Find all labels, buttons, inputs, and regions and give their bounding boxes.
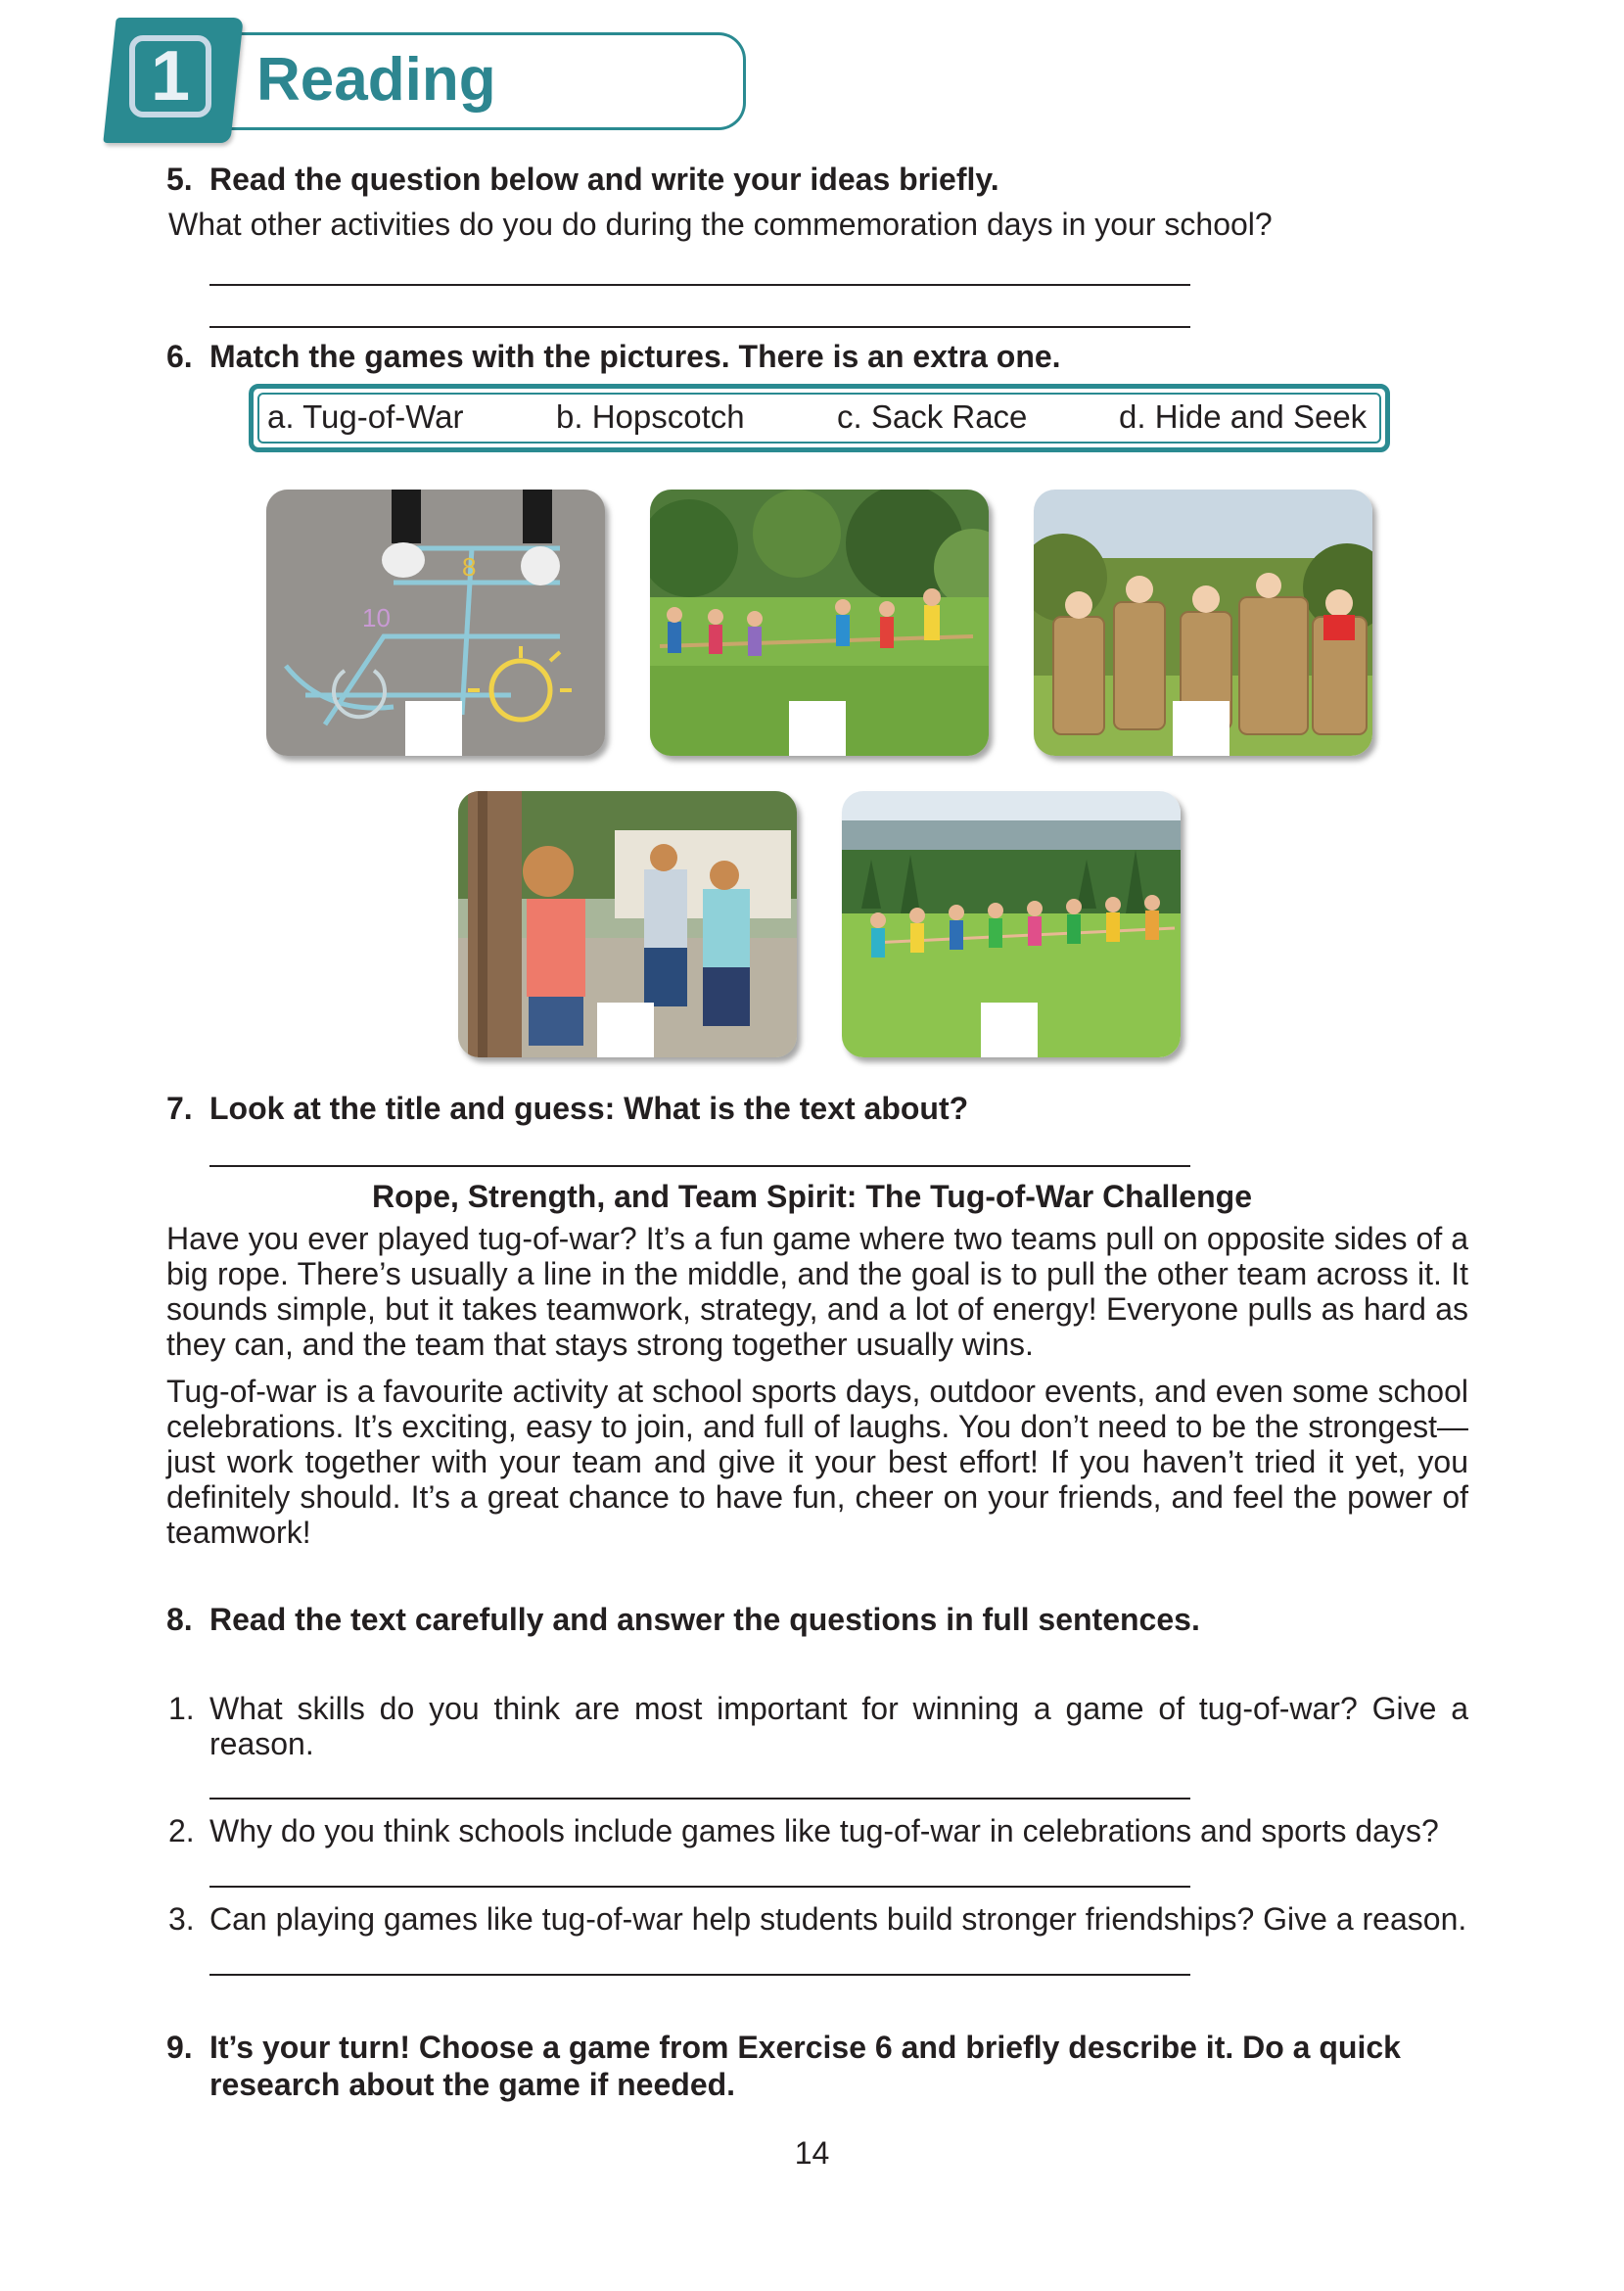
question-number: 3. <box>168 1901 195 1937</box>
answer-line[interactable] <box>209 284 1190 286</box>
answer-box[interactable] <box>981 1003 1038 1057</box>
section-title: Reading <box>256 46 496 114</box>
page-number: 14 <box>794 2135 830 2171</box>
exercise-number: 5. <box>166 162 193 197</box>
option-sack-race: c. Sack Race <box>837 398 1028 435</box>
answer-box[interactable] <box>405 701 462 756</box>
question-number: 1. <box>168 1691 195 1726</box>
option-hide-and-seek: d. Hide and Seek <box>1119 398 1368 435</box>
answer-box[interactable] <box>597 1003 654 1057</box>
exercise-5-question: What other activities do you do during the commemoration days in your school? <box>168 207 1273 242</box>
svg-text:8: 8 <box>462 552 477 582</box>
answer-box[interactable] <box>789 701 846 756</box>
answer-line[interactable] <box>209 1798 1190 1800</box>
unit-number: 1 <box>129 35 211 117</box>
passage-paragraph-1: Have you ever played tug-of-war? It’s a fun game where two teams pull on opposite sides of a big rope. There’s usually a line in the middle, and the goal is to pull the other team across it. It sounds simple, but it takes teamwork, strategy, and a lot of energy! Everyone pulls as hard as they can, and the team that stays strong together usually wins. <box>166 1221 1468 1362</box>
answer-line[interactable] <box>209 1165 1190 1167</box>
exercise-number: 7. <box>166 1091 193 1126</box>
exercise-instruction: It’s your turn! Choose a game from Exercise 6 and briefly describe it. Do a quick research about the game if needed. <box>209 2030 1401 2102</box>
exercise-number: 6. <box>166 339 193 374</box>
question-number: 2. <box>168 1813 195 1848</box>
exercise-instruction: Match the games with the pictures. There is an extra one. <box>209 339 1061 374</box>
answer-line[interactable] <box>209 326 1190 328</box>
exercise-instruction: Look at the title and guess: What is the text about? <box>209 1091 969 1126</box>
question-text: Can playing games like tug-of-war help students build stronger friendships? Give a reason. <box>209 1901 1467 1937</box>
passage-title: Rope, Strength, and Team Spirit: The Tug-of-War Challenge <box>372 1179 1252 1214</box>
question-text: Why do you think schools include games like tug-of-war in celebrations and sports days? <box>209 1813 1439 1848</box>
exercise-number: 8. <box>166 1602 193 1637</box>
question-text: What skills do you think are most important for winning a game of tug-of-war? Give a reason. <box>209 1691 1468 1761</box>
exercise-instruction: Read the text carefully and answer the questions in full sentences. <box>209 1602 1200 1637</box>
option-tug-of-war: a. Tug-of-War <box>267 398 464 435</box>
exercise-instruction: Read the question below and write your ideas briefly. <box>209 162 999 197</box>
option-hopscotch: b. Hopscotch <box>556 398 745 435</box>
svg-text:10: 10 <box>362 603 391 632</box>
passage-paragraph-2: Tug-of-war is a favourite activity at school sports days, outdoor events, and even some school celebrations. It’s exciting, easy to join, and full of laughs. You don’t need to be the strongest—just work together with your team and give it your best effort! If you haven’t tried it yet, you definitely should. It’s a great chance to have fun, cheer on your friends, and feel the power of teamwork! <box>166 1374 1468 1550</box>
answer-box[interactable] <box>1173 701 1230 756</box>
exercise-number: 9. <box>166 2030 193 2065</box>
answer-line[interactable] <box>209 1974 1190 1976</box>
answer-line[interactable] <box>209 1886 1190 1888</box>
